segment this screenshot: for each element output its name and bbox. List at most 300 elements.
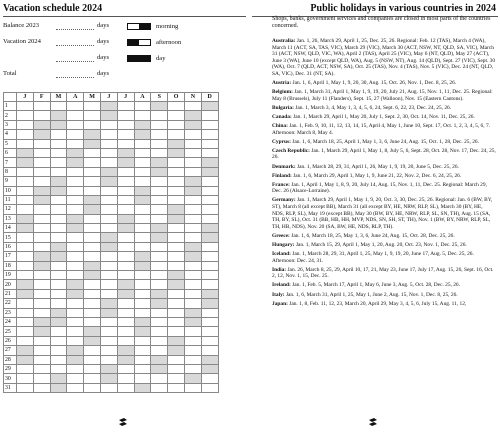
calendar-day-cell[interactable]: [100, 346, 117, 355]
calendar-day-cell[interactable]: [17, 346, 34, 355]
calendar-day-cell[interactable]: [151, 111, 168, 120]
calendar-day-cell[interactable]: [117, 186, 134, 195]
calendar-day-cell[interactable]: [100, 252, 117, 261]
calendar-day-cell[interactable]: [67, 364, 84, 373]
calendar-day-cell[interactable]: [134, 214, 151, 223]
calendar-day-cell[interactable]: [33, 214, 50, 223]
calendar-day-cell[interactable]: [117, 120, 134, 129]
calendar-day-cell[interactable]: [50, 374, 67, 383]
calendar-day-cell[interactable]: [134, 111, 151, 120]
calendar-day-cell[interactable]: [134, 327, 151, 336]
calendar-day-cell[interactable]: [33, 346, 50, 355]
calendar-day-cell[interactable]: [50, 111, 67, 120]
calendar-day-cell[interactable]: [17, 158, 34, 167]
calendar-day-cell[interactable]: [17, 102, 34, 111]
calendar-day-cell[interactable]: [67, 130, 84, 139]
calendar-day-cell[interactable]: [84, 299, 101, 308]
calendar-day-cell[interactable]: [100, 374, 117, 383]
calendar-day-cell[interactable]: [201, 148, 218, 157]
calendar-day-cell[interactable]: [100, 289, 117, 298]
calendar-day-cell[interactable]: [50, 299, 67, 308]
calendar-day-cell[interactable]: [168, 317, 185, 326]
calendar-day-cell[interactable]: [117, 355, 134, 364]
calendar-day-cell[interactable]: [134, 177, 151, 186]
calendar-day-cell[interactable]: [168, 130, 185, 139]
calendar-day-cell[interactable]: [151, 195, 168, 204]
calendar-day-cell[interactable]: [117, 233, 134, 242]
calendar-day-cell[interactable]: [151, 186, 168, 195]
calendar-day-cell[interactable]: [67, 271, 84, 280]
calendar-day-cell[interactable]: [33, 148, 50, 157]
calendar-day-cell[interactable]: [151, 224, 168, 233]
calendar-day-cell[interactable]: [184, 308, 201, 317]
calendar-day-cell[interactable]: [117, 261, 134, 270]
calendar-day-cell[interactable]: [84, 120, 101, 129]
calendar-day-cell[interactable]: [134, 364, 151, 373]
calendar-day-cell[interactable]: [33, 364, 50, 373]
calendar-day-cell[interactable]: [168, 261, 185, 270]
calendar-day-cell[interactable]: [17, 214, 34, 223]
calendar-day-cell[interactable]: [67, 224, 84, 233]
calendar-day-cell[interactable]: [84, 205, 101, 214]
calendar-day-cell[interactable]: [100, 205, 117, 214]
calendar-day-cell[interactable]: [184, 177, 201, 186]
calendar-day-cell[interactable]: [151, 271, 168, 280]
calendar-day-cell[interactable]: [134, 374, 151, 383]
calendar-day-cell[interactable]: [151, 139, 168, 148]
calendar-day-cell[interactable]: [84, 308, 101, 317]
calendar-day-cell[interactable]: [168, 271, 185, 280]
calendar-day-cell[interactable]: [17, 148, 34, 157]
calendar-day-cell[interactable]: [17, 271, 34, 280]
calendar-day-cell[interactable]: [84, 317, 101, 326]
calendar-day-cell[interactable]: [168, 205, 185, 214]
calendar-day-cell[interactable]: [117, 346, 134, 355]
calendar-day-cell[interactable]: [201, 139, 218, 148]
calendar-day-cell[interactable]: [100, 102, 117, 111]
calendar-day-cell[interactable]: [84, 355, 101, 364]
calendar-day-cell[interactable]: [201, 308, 218, 317]
calendar-day-cell[interactable]: [17, 299, 34, 308]
calendar-day-cell[interactable]: [184, 364, 201, 373]
calendar-day-cell[interactable]: [201, 289, 218, 298]
calendar-day-cell[interactable]: [151, 158, 168, 167]
calendar-day-cell[interactable]: [17, 233, 34, 242]
calendar-day-cell[interactable]: [117, 242, 134, 251]
calendar-day-cell[interactable]: [184, 195, 201, 204]
calendar-day-cell[interactable]: [168, 233, 185, 242]
calendar-day-cell[interactable]: [33, 130, 50, 139]
calendar-day-cell[interactable]: [50, 252, 67, 261]
calendar-day-cell[interactable]: [50, 336, 67, 345]
calendar-day-cell[interactable]: [100, 280, 117, 289]
calendar-day-cell[interactable]: [33, 271, 50, 280]
calendar-day-cell[interactable]: [67, 111, 84, 120]
calendar-day-cell[interactable]: [50, 346, 67, 355]
calendar-day-cell[interactable]: [201, 374, 218, 383]
calendar-day-cell[interactable]: [134, 299, 151, 308]
calendar-day-cell[interactable]: [17, 195, 34, 204]
calendar-day-cell[interactable]: [134, 167, 151, 176]
calendar-day-cell[interactable]: [17, 167, 34, 176]
calendar-day-cell[interactable]: [50, 167, 67, 176]
calendar-day-cell[interactable]: [168, 299, 185, 308]
calendar-day-cell[interactable]: [100, 195, 117, 204]
calendar-day-cell[interactable]: [184, 336, 201, 345]
calendar-day-cell[interactable]: [117, 383, 134, 392]
calendar-day-cell[interactable]: [151, 346, 168, 355]
calendar-day-cell[interactable]: [100, 120, 117, 129]
calendar-day-cell[interactable]: [50, 308, 67, 317]
calendar-day-cell[interactable]: [50, 102, 67, 111]
calendar-day-cell[interactable]: [67, 139, 84, 148]
calendar-day-cell[interactable]: [184, 186, 201, 195]
calendar-day-cell[interactable]: [184, 383, 201, 392]
calendar-day-cell[interactable]: [168, 224, 185, 233]
calendar-day-cell[interactable]: [117, 364, 134, 373]
calendar-day-cell[interactable]: [184, 242, 201, 251]
calendar-day-cell[interactable]: [33, 308, 50, 317]
calendar-day-cell[interactable]: [17, 242, 34, 251]
calendar-day-cell[interactable]: [67, 355, 84, 364]
calendar-day-cell[interactable]: [84, 139, 101, 148]
calendar-day-cell[interactable]: [201, 346, 218, 355]
calendar-day-cell[interactable]: [33, 177, 50, 186]
calendar-day-cell[interactable]: [134, 280, 151, 289]
calendar-day-cell[interactable]: [201, 280, 218, 289]
calendar-day-cell[interactable]: [50, 233, 67, 242]
calendar-day-cell[interactable]: [17, 130, 34, 139]
calendar-day-cell[interactable]: [117, 252, 134, 261]
calendar-day-cell[interactable]: [201, 299, 218, 308]
calendar-day-cell[interactable]: [84, 364, 101, 373]
calendar-day-cell[interactable]: [134, 317, 151, 326]
calendar-day-cell[interactable]: [134, 336, 151, 345]
calendar-day-cell[interactable]: [151, 280, 168, 289]
calendar-day-cell[interactable]: [17, 224, 34, 233]
calendar-day-cell[interactable]: [50, 177, 67, 186]
calendar-day-cell[interactable]: [134, 102, 151, 111]
calendar-day-cell[interactable]: [67, 214, 84, 223]
calendar-day-cell[interactable]: [50, 327, 67, 336]
calendar-day-cell[interactable]: [168, 148, 185, 157]
calendar-day-cell[interactable]: [168, 336, 185, 345]
calendar-day-cell[interactable]: [33, 299, 50, 308]
calendar-day-cell[interactable]: [134, 346, 151, 355]
calendar-day-cell[interactable]: [117, 158, 134, 167]
calendar-day-cell[interactable]: [33, 167, 50, 176]
calendar-day-cell[interactable]: [84, 224, 101, 233]
calendar-day-cell[interactable]: [134, 289, 151, 298]
calendar-day-cell[interactable]: [117, 102, 134, 111]
calendar-day-cell[interactable]: [100, 177, 117, 186]
calendar-day-cell[interactable]: [151, 102, 168, 111]
calendar-day-cell[interactable]: [67, 383, 84, 392]
calendar-day-cell[interactable]: [50, 271, 67, 280]
calendar-day-cell[interactable]: [184, 224, 201, 233]
calendar-day-cell[interactable]: [134, 158, 151, 167]
calendar-day-cell[interactable]: [100, 148, 117, 157]
calendar-day-cell[interactable]: [168, 177, 185, 186]
calendar-day-cell[interactable]: [168, 289, 185, 298]
calendar-day-cell[interactable]: [50, 383, 67, 392]
calendar-day-cell[interactable]: [17, 111, 34, 120]
calendar-day-cell[interactable]: [67, 252, 84, 261]
calendar-day-cell[interactable]: [134, 139, 151, 148]
calendar-day-cell[interactable]: [168, 252, 185, 261]
calendar-day-cell[interactable]: [151, 148, 168, 157]
calendar-day-cell[interactable]: [33, 327, 50, 336]
calendar-day-cell[interactable]: [151, 327, 168, 336]
calendar-day-cell[interactable]: [168, 139, 185, 148]
calendar-day-cell[interactable]: [151, 336, 168, 345]
calendar-day-cell[interactable]: [67, 280, 84, 289]
calendar-day-cell[interactable]: [67, 120, 84, 129]
calendar-day-cell[interactable]: [33, 355, 50, 364]
calendar-day-cell[interactable]: [117, 195, 134, 204]
calendar-day-cell[interactable]: [84, 271, 101, 280]
calendar-day-cell[interactable]: [184, 111, 201, 120]
calendar-day-cell[interactable]: [184, 102, 201, 111]
calendar-day-cell[interactable]: [67, 261, 84, 270]
calendar-day-cell[interactable]: [151, 233, 168, 242]
calendar-day-cell[interactable]: [100, 130, 117, 139]
calendar-day-cell[interactable]: [168, 102, 185, 111]
calendar-day-cell[interactable]: [184, 271, 201, 280]
calendar-day-cell[interactable]: [117, 224, 134, 233]
calendar-day-cell[interactable]: [50, 158, 67, 167]
calendar-day-cell[interactable]: [134, 120, 151, 129]
calendar-day-cell[interactable]: [117, 205, 134, 214]
calendar-day-cell[interactable]: [184, 120, 201, 129]
calendar-day-cell[interactable]: [151, 177, 168, 186]
calendar-day-cell[interactable]: [84, 280, 101, 289]
calendar-day-cell[interactable]: [117, 271, 134, 280]
calendar-day-cell[interactable]: [100, 214, 117, 223]
calendar-day-cell[interactable]: [67, 167, 84, 176]
calendar-day-cell[interactable]: [184, 167, 201, 176]
calendar-day-cell[interactable]: [168, 346, 185, 355]
calendar-day-cell[interactable]: [67, 299, 84, 308]
calendar-day-cell[interactable]: [17, 289, 34, 298]
calendar-day-cell[interactable]: [117, 374, 134, 383]
calendar-day-cell[interactable]: [84, 374, 101, 383]
calendar-day-cell[interactable]: [151, 383, 168, 392]
calendar-day-cell[interactable]: [17, 261, 34, 270]
calendar-day-cell[interactable]: [151, 364, 168, 373]
calendar-day-cell[interactable]: [168, 383, 185, 392]
calendar-day-cell[interactable]: [84, 177, 101, 186]
calendar-day-cell[interactable]: [17, 374, 34, 383]
calendar-day-cell[interactable]: [184, 327, 201, 336]
calendar-day-cell[interactable]: [184, 355, 201, 364]
calendar-day-cell[interactable]: [84, 158, 101, 167]
calendar-day-cell[interactable]: [151, 317, 168, 326]
calendar-day-cell[interactable]: [67, 336, 84, 345]
calendar-day-cell[interactable]: [33, 261, 50, 270]
calendar-day-cell[interactable]: [67, 186, 84, 195]
calendar-day-cell[interactable]: [201, 205, 218, 214]
calendar-day-cell[interactable]: [168, 242, 185, 251]
calendar-day-cell[interactable]: [17, 186, 34, 195]
calendar-day-cell[interactable]: [201, 102, 218, 111]
calendar-day-cell[interactable]: [117, 308, 134, 317]
calendar-day-cell[interactable]: [201, 355, 218, 364]
calendar-day-cell[interactable]: [100, 233, 117, 242]
calendar-day-cell[interactable]: [168, 111, 185, 120]
calendar-day-cell[interactable]: [184, 280, 201, 289]
calendar-day-cell[interactable]: [117, 167, 134, 176]
calendar-day-cell[interactable]: [134, 242, 151, 251]
calendar-day-cell[interactable]: [17, 355, 34, 364]
calendar-day-cell[interactable]: [168, 374, 185, 383]
calendar-day-cell[interactable]: [151, 205, 168, 214]
calendar-day-cell[interactable]: [134, 195, 151, 204]
calendar-day-cell[interactable]: [151, 299, 168, 308]
calendar-day-cell[interactable]: [151, 120, 168, 129]
calendar-day-cell[interactable]: [100, 261, 117, 270]
calendar-day-cell[interactable]: [50, 364, 67, 373]
calendar-day-cell[interactable]: [201, 271, 218, 280]
calendar-day-cell[interactable]: [134, 224, 151, 233]
calendar-day-cell[interactable]: [184, 205, 201, 214]
calendar-day-cell[interactable]: [67, 289, 84, 298]
calendar-day-cell[interactable]: [117, 317, 134, 326]
calendar-day-cell[interactable]: [33, 336, 50, 345]
calendar-day-cell[interactable]: [184, 261, 201, 270]
calendar-day-cell[interactable]: [201, 317, 218, 326]
calendar-day-cell[interactable]: [184, 214, 201, 223]
calendar-day-cell[interactable]: [17, 364, 34, 373]
calendar-day-cell[interactable]: [84, 167, 101, 176]
calendar-day-cell[interactable]: [151, 355, 168, 364]
calendar-day-cell[interactable]: [201, 252, 218, 261]
calendar-day-cell[interactable]: [134, 383, 151, 392]
calendar-day-cell[interactable]: [117, 111, 134, 120]
calendar-day-cell[interactable]: [33, 383, 50, 392]
calendar-day-cell[interactable]: [151, 214, 168, 223]
calendar-day-cell[interactable]: [33, 280, 50, 289]
calendar-day-cell[interactable]: [201, 327, 218, 336]
calendar-day-cell[interactable]: [168, 364, 185, 373]
calendar-day-cell[interactable]: [50, 139, 67, 148]
calendar-day-cell[interactable]: [67, 346, 84, 355]
calendar-day-cell[interactable]: [168, 195, 185, 204]
calendar-day-cell[interactable]: [50, 120, 67, 129]
calendar-day-cell[interactable]: [100, 336, 117, 345]
calendar-day-cell[interactable]: [67, 158, 84, 167]
calendar-day-cell[interactable]: [33, 233, 50, 242]
calendar-day-cell[interactable]: [50, 242, 67, 251]
calendar-day-cell[interactable]: [50, 224, 67, 233]
calendar-day-cell[interactable]: [50, 195, 67, 204]
calendar-day-cell[interactable]: [17, 327, 34, 336]
calendar-day-cell[interactable]: [168, 158, 185, 167]
calendar-day-cell[interactable]: [100, 271, 117, 280]
calendar-day-cell[interactable]: [17, 280, 34, 289]
calendar-day-cell[interactable]: [67, 242, 84, 251]
calendar-day-cell[interactable]: [201, 383, 218, 392]
calendar-day-cell[interactable]: [50, 148, 67, 157]
calendar-day-cell[interactable]: [50, 130, 67, 139]
calendar-day-cell[interactable]: [134, 148, 151, 157]
calendar-day-cell[interactable]: [201, 233, 218, 242]
calendar-day-cell[interactable]: [151, 252, 168, 261]
calendar-day-cell[interactable]: [17, 252, 34, 261]
calendar-day-cell[interactable]: [67, 205, 84, 214]
calendar-day-cell[interactable]: [84, 148, 101, 157]
calendar-day-cell[interactable]: [17, 383, 34, 392]
calendar-day-cell[interactable]: [100, 364, 117, 373]
calendar-day-cell[interactable]: [100, 308, 117, 317]
calendar-day-cell[interactable]: [17, 120, 34, 129]
calendar-day-cell[interactable]: [17, 308, 34, 317]
calendar-day-cell[interactable]: [117, 214, 134, 223]
calendar-day-cell[interactable]: [184, 317, 201, 326]
calendar-day-cell[interactable]: [168, 308, 185, 317]
calendar-day-cell[interactable]: [84, 186, 101, 195]
calendar-day-cell[interactable]: [168, 355, 185, 364]
calendar-day-cell[interactable]: [67, 148, 84, 157]
calendar-day-cell[interactable]: [134, 355, 151, 364]
calendar-day-cell[interactable]: [168, 167, 185, 176]
calendar-day-cell[interactable]: [117, 130, 134, 139]
calendar-day-cell[interactable]: [117, 148, 134, 157]
calendar-day-cell[interactable]: [33, 224, 50, 233]
calendar-day-cell[interactable]: [100, 167, 117, 176]
calendar-day-cell[interactable]: [33, 242, 50, 251]
calendar-day-cell[interactable]: [134, 186, 151, 195]
calendar-day-cell[interactable]: [33, 195, 50, 204]
calendar-day-cell[interactable]: [33, 102, 50, 111]
calendar-day-cell[interactable]: [168, 120, 185, 129]
calendar-day-cell[interactable]: [17, 139, 34, 148]
calendar-day-cell[interactable]: [84, 195, 101, 204]
calendar-day-cell[interactable]: [84, 214, 101, 223]
calendar-day-cell[interactable]: [201, 186, 218, 195]
calendar-day-cell[interactable]: [100, 327, 117, 336]
calendar-day-cell[interactable]: [84, 336, 101, 345]
calendar-day-cell[interactable]: [50, 280, 67, 289]
calendar-day-cell[interactable]: [67, 177, 84, 186]
calendar-day-cell[interactable]: [134, 233, 151, 242]
calendar-day-cell[interactable]: [33, 120, 50, 129]
calendar-day-cell[interactable]: [50, 317, 67, 326]
calendar-day-cell[interactable]: [67, 195, 84, 204]
calendar-day-cell[interactable]: [84, 383, 101, 392]
calendar-day-cell[interactable]: [184, 346, 201, 355]
calendar-day-cell[interactable]: [100, 383, 117, 392]
calendar-day-cell[interactable]: [201, 242, 218, 251]
calendar-day-cell[interactable]: [17, 317, 34, 326]
calendar-day-cell[interactable]: [17, 177, 34, 186]
calendar-day-cell[interactable]: [50, 289, 67, 298]
calendar-day-cell[interactable]: [201, 158, 218, 167]
calendar-day-cell[interactable]: [201, 120, 218, 129]
calendar-day-cell[interactable]: [84, 327, 101, 336]
calendar-day-cell[interactable]: [100, 299, 117, 308]
calendar-day-cell[interactable]: [100, 224, 117, 233]
calendar-day-cell[interactable]: [84, 233, 101, 242]
calendar-day-cell[interactable]: [151, 308, 168, 317]
calendar-day-cell[interactable]: [151, 130, 168, 139]
calendar-day-cell[interactable]: [100, 355, 117, 364]
calendar-day-cell[interactable]: [117, 336, 134, 345]
calendar-day-cell[interactable]: [168, 186, 185, 195]
calendar-day-cell[interactable]: [84, 289, 101, 298]
calendar-day-cell[interactable]: [117, 139, 134, 148]
calendar-day-cell[interactable]: [168, 280, 185, 289]
